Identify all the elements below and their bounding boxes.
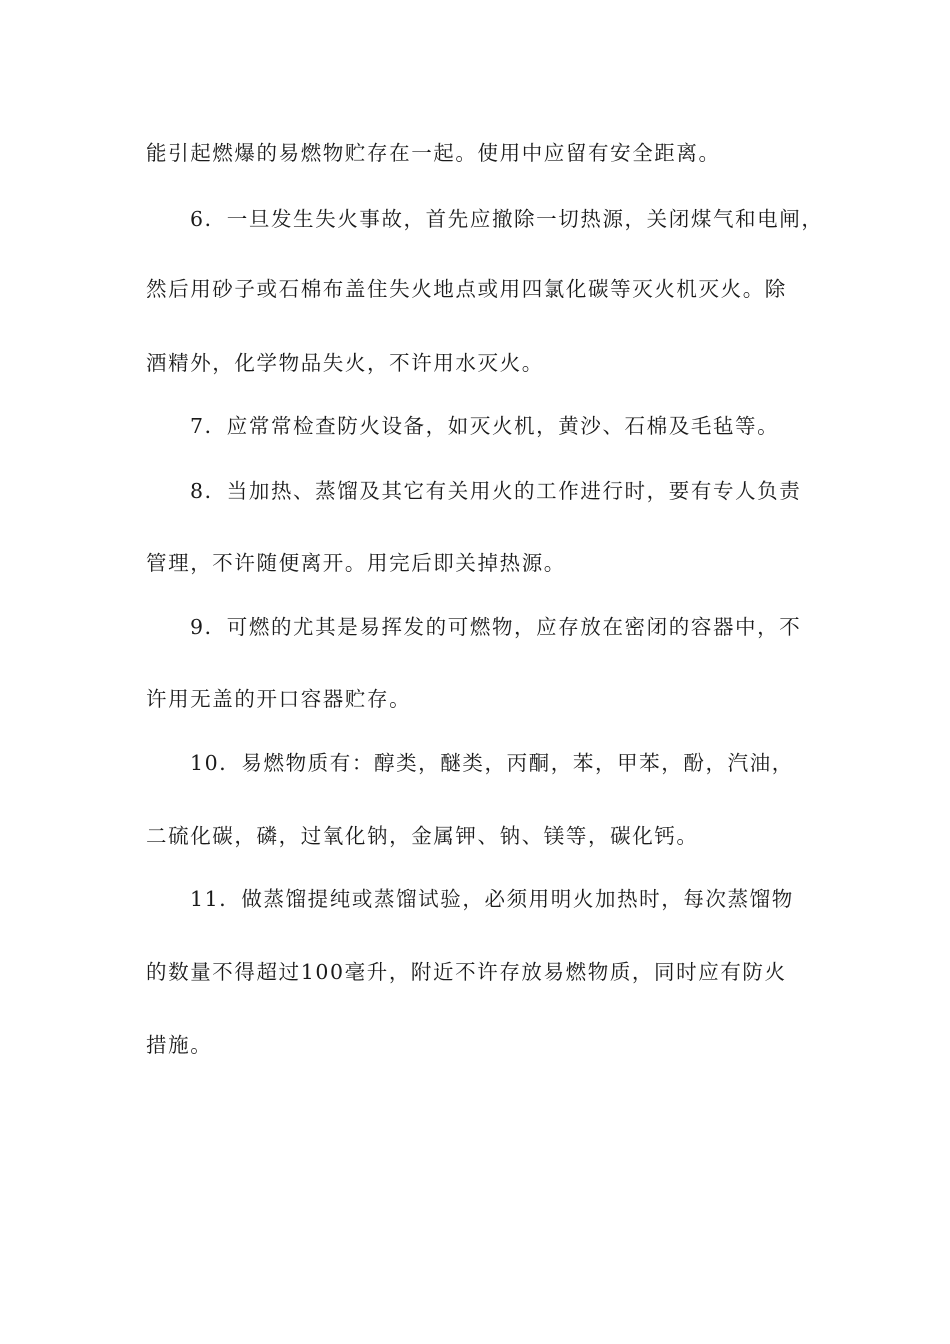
item-10-line: 10．易燃物质有：醇类，醚类，丙酮，苯，甲苯，酚，汽油， — [190, 751, 794, 775]
text-line: 的数量不得超过100毫升，附近不许存放易燃物质，同时应有防火 — [146, 960, 787, 984]
text-line: 许用无盖的开口容器贮存。 — [146, 687, 412, 711]
text-line: 管理，不许随便离开。用完后即关掉热源。 — [146, 551, 566, 575]
item-7-line: 7．应常常检查防火设备，如灭火机，黄沙、石棉及毛毡等。 — [190, 414, 780, 438]
item-11-line: 11．做蒸馏提纯或蒸馏试验，必须用明火加热时，每次蒸馏物 — [190, 887, 794, 911]
item-9-line: 9．可燃的尤其是易挥发的可燃物，应存放在密闭的容器中，不 — [190, 615, 802, 639]
text-line: 然后用砂子或石棉布盖住失火地点或用四氯化碳等灭火机灭火。除 — [146, 277, 787, 301]
item-8-line: 8．当加热、蒸馏及其它有关用火的工作进行时，要有专人负责 — [190, 479, 802, 503]
text-line: 酒精外，化学物品失火，不许用水灭火。 — [146, 351, 544, 375]
text-line: 二硫化碳，磷，过氧化钠，金属钾、钠、镁等，碳化钙。 — [146, 824, 699, 848]
item-6-line: 6．一旦发生失火事故，首先应撤除一切热源，关闭煤气和电闸， — [190, 207, 824, 231]
text-line: 措施。 — [146, 1033, 213, 1057]
text-line: 能引起燃爆的易燃物贮存在一起。使用中应留有安全距离。 — [146, 141, 721, 165]
